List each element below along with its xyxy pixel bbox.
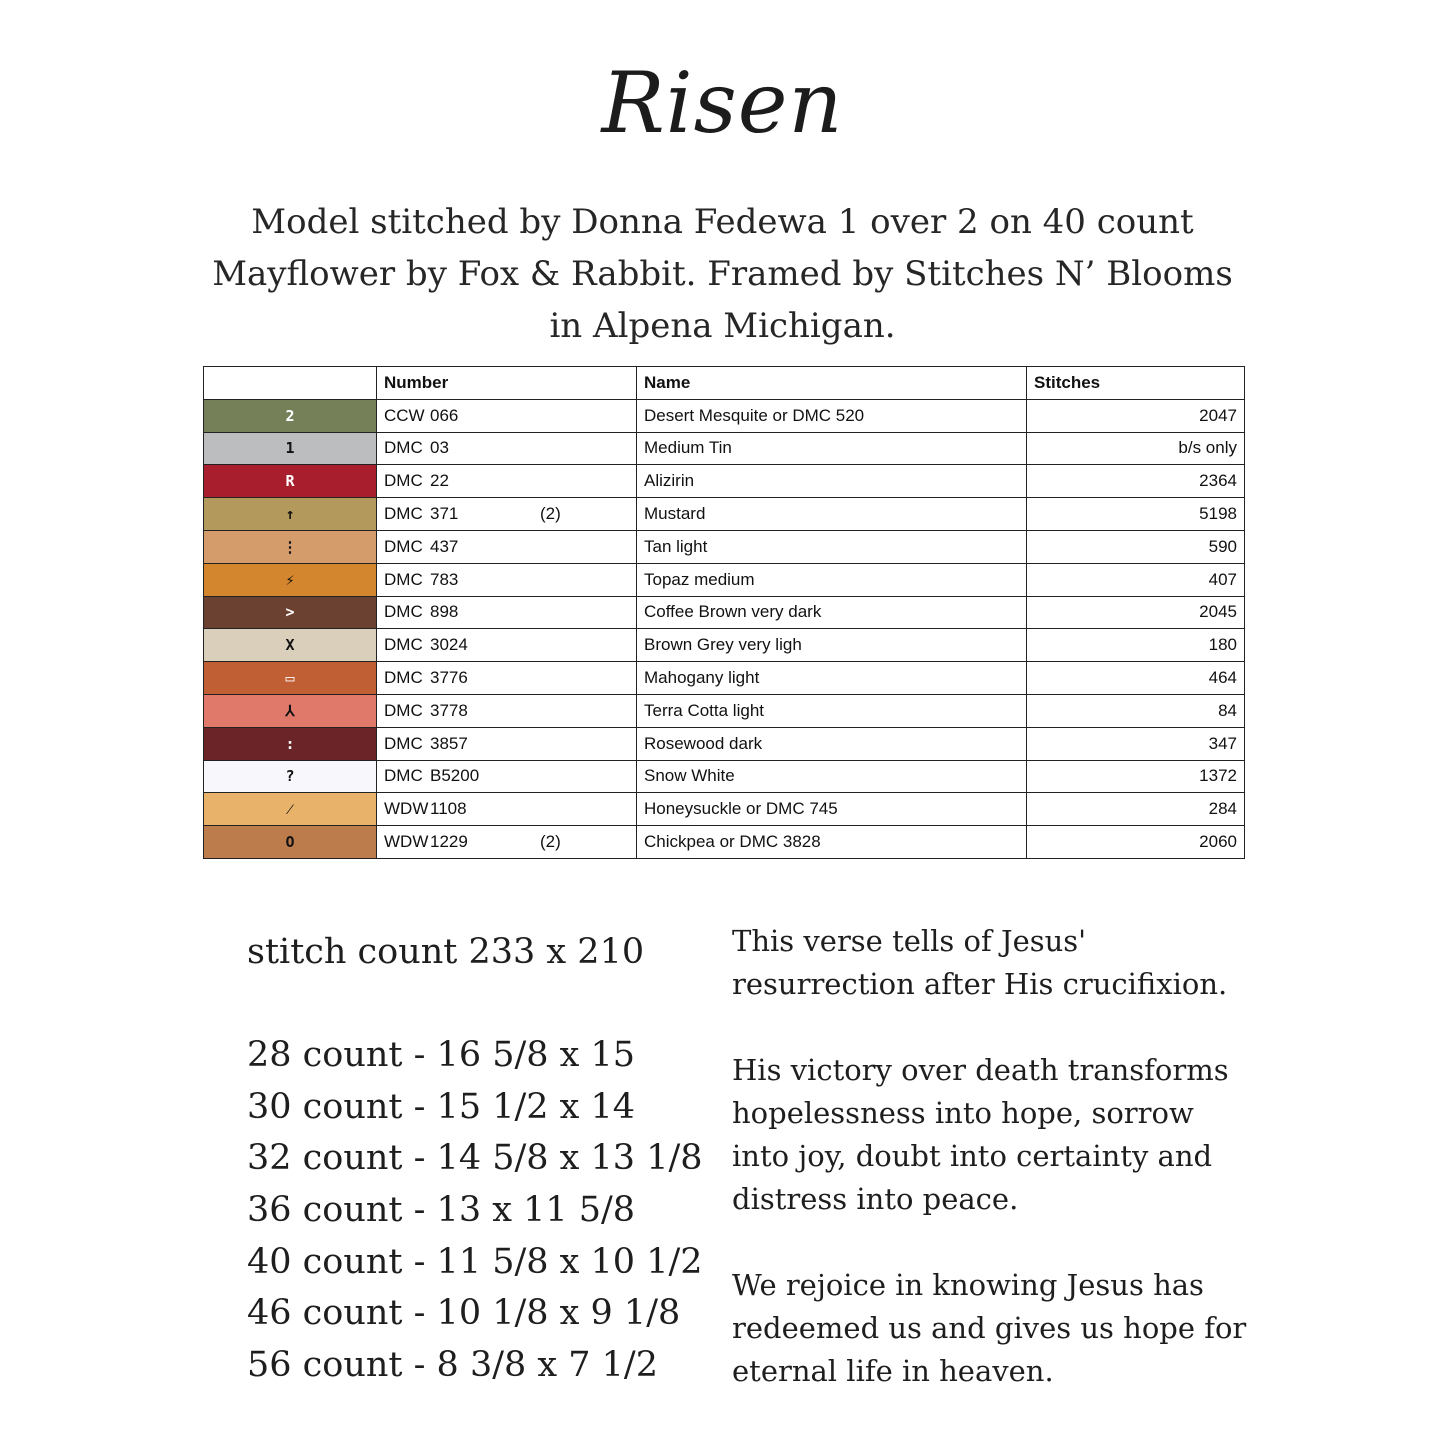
strand-note: (2) <box>540 504 561 524</box>
thread-name: Coffee Brown very dark <box>637 596 1027 629</box>
thread-brand: DMC <box>384 438 423 458</box>
table-row <box>204 793 1245 826</box>
symbol-icon: ? <box>285 767 295 786</box>
table-body <box>204 399 1245 858</box>
verse-paragraph: We rejoice in knowing Jesus has redeemed us and gives us hope for eternal life in heaven. <box>732 1268 1247 1388</box>
table-row <box>204 760 1245 793</box>
thread-code: 783 <box>430 569 459 589</box>
stitch-count: stitch count 233 x 210 <box>247 932 645 972</box>
thread-number <box>377 530 637 563</box>
strand-note: (2) <box>540 832 561 852</box>
table-row <box>204 399 1245 432</box>
fabric-size-line: 40 count - 11 5/8 x 10 1/2 <box>247 1241 703 1282</box>
thread-name: Mustard <box>637 498 1027 531</box>
intro-text <box>200 196 1245 352</box>
thread-brand: DMC <box>384 471 423 491</box>
stitch-total: 84 <box>1027 694 1245 727</box>
thread-number <box>377 662 637 695</box>
thread-code: 03 <box>430 438 449 458</box>
thread-number <box>377 793 637 826</box>
fabric-size-line: 46 count - 10 1/8 x 9 1/8 <box>247 1293 681 1334</box>
fabric-size-line: 36 count - 13 x 11 5/8 <box>247 1190 636 1231</box>
thread-code: 3776 <box>430 668 468 688</box>
thread-code: 1229 <box>430 832 468 852</box>
stitch-count-block <box>247 926 703 1392</box>
table-row <box>204 465 1245 498</box>
thread-number <box>377 596 637 629</box>
table-row <box>204 694 1245 727</box>
thread-name: Alizirin <box>637 465 1027 498</box>
color-swatch <box>204 563 377 596</box>
table-row <box>204 826 1245 859</box>
color-key-table <box>203 366 1245 859</box>
thread-brand: DMC <box>384 733 423 753</box>
table-row <box>204 727 1245 760</box>
thread-brand: WDW <box>384 799 429 819</box>
thread-brand: DMC <box>384 700 423 720</box>
thread-number <box>377 727 637 760</box>
thread-brand: DMC <box>384 668 423 688</box>
thread-code: 3857 <box>430 733 468 753</box>
thread-number <box>377 629 637 662</box>
thread-code: 066 <box>430 405 459 425</box>
symbol-icon: O <box>285 833 295 852</box>
thread-name: Snow White <box>637 760 1027 793</box>
verse-description <box>732 920 1252 1436</box>
thread-number <box>377 399 637 432</box>
stitch-total: 590 <box>1027 530 1245 563</box>
symbol-icon: ⋮ <box>282 537 298 556</box>
page-title: Risen <box>601 54 844 152</box>
thread-code: 898 <box>430 602 459 622</box>
thread-brand: CCW <box>384 405 425 425</box>
color-swatch <box>204 465 377 498</box>
fabric-size-line: 30 count - 15 1/2 x 14 <box>247 1086 636 1127</box>
thread-number <box>377 465 637 498</box>
thread-brand: DMC <box>384 635 423 655</box>
fabric-size-line: 28 count - 16 5/8 x 15 <box>247 1035 636 1075</box>
color-swatch <box>204 596 377 629</box>
intro-line: Model stitched by Donna Fedewa 1 over 2 on 40 count <box>251 202 1194 242</box>
table-row <box>204 432 1245 465</box>
color-swatch <box>204 530 377 563</box>
symbol-icon: X <box>285 636 295 655</box>
stitch-total: 2047 <box>1027 399 1245 432</box>
thread-brand: DMC <box>384 602 423 622</box>
stitch-total: 5198 <box>1027 498 1245 531</box>
color-swatch <box>204 727 377 760</box>
thread-number <box>377 694 637 727</box>
table-row <box>204 530 1245 563</box>
table-row <box>204 498 1245 531</box>
symbol-icon: 1 <box>285 439 295 458</box>
header-name: Name <box>637 367 1027 400</box>
thread-code: 371 <box>430 504 459 524</box>
color-swatch <box>204 629 377 662</box>
color-swatch <box>204 760 377 793</box>
table-row <box>204 629 1245 662</box>
stitch-total: b/s only <box>1027 432 1245 465</box>
thread-name: Brown Grey very ligh <box>637 629 1027 662</box>
symbol-icon: > <box>285 603 295 622</box>
stitch-total: 2060 <box>1027 826 1245 859</box>
fabric-size-line: 56 count - 8 3/8 x 7 1/2 <box>247 1345 658 1386</box>
color-swatch <box>204 498 377 531</box>
thread-number <box>377 563 637 596</box>
table-header-row <box>204 367 1245 400</box>
thread-brand: DMC <box>384 504 423 524</box>
symbol-icon: R <box>285 472 295 491</box>
thread-brand: DMC <box>384 569 423 589</box>
stitch-total: 407 <box>1027 563 1245 596</box>
thread-brand: DMC <box>384 536 423 556</box>
thread-code: 3778 <box>430 700 468 720</box>
color-swatch <box>204 432 377 465</box>
stitch-total: 2045 <box>1027 596 1245 629</box>
thread-brand: DMC <box>384 766 423 786</box>
table-row <box>204 563 1245 596</box>
verse-paragraph: His victory over death transforms hopelessness into hope, sorrow into joy, doubt into certainty and distress into peace. <box>732 1053 1229 1216</box>
color-swatch <box>204 793 377 826</box>
header-number: Number <box>377 367 637 400</box>
fabric-size-line: 32 count - 14 5/8 x 13 1/8 <box>247 1138 703 1179</box>
header-stitches: Stitches <box>1027 367 1245 400</box>
color-swatch <box>204 694 377 727</box>
stitch-total: 180 <box>1027 629 1245 662</box>
thread-code: B5200 <box>430 766 480 786</box>
thread-number <box>377 826 637 859</box>
color-swatch <box>204 399 377 432</box>
thread-code: 1108 <box>430 799 467 819</box>
intro-line: in Alpena Michigan. <box>549 306 896 346</box>
stitch-total: 464 <box>1027 662 1245 695</box>
color-swatch <box>204 662 377 695</box>
thread-name: Mahogany light <box>637 662 1027 695</box>
stitch-total: 2364 <box>1027 465 1245 498</box>
thread-name: Terra Cotta light <box>637 694 1027 727</box>
symbol-icon: ▭ <box>285 669 295 688</box>
stitch-total: 284 <box>1027 793 1245 826</box>
symbol-icon: : <box>285 734 295 753</box>
thread-name: Tan light <box>637 530 1027 563</box>
stitch-total: 347 <box>1027 727 1245 760</box>
table-row <box>204 596 1245 629</box>
thread-name: Rosewood dark <box>637 727 1027 760</box>
symbol-icon: 2 <box>285 406 295 425</box>
thread-number <box>377 760 637 793</box>
thread-number <box>377 498 637 531</box>
verse-paragraph: This verse tells of Jesus' resurrection after His crucifixion. <box>732 924 1228 1001</box>
thread-code: 22 <box>430 471 449 491</box>
thread-name: Chickpea or DMC 3828 <box>637 826 1027 859</box>
symbol-icon: ⚡ <box>285 570 295 589</box>
symbol-icon: ⁄ <box>288 799 292 818</box>
intro-line: Mayflower by Fox & Rabbit. Framed by Stitches N’ Blooms <box>212 254 1233 294</box>
stitch-total: 1372 <box>1027 760 1245 793</box>
thread-number <box>377 432 637 465</box>
header-symbol <box>204 367 377 400</box>
thread-name: Desert Mesquite or DMC 520 <box>637 399 1027 432</box>
thread-name: Topaz medium <box>637 563 1027 596</box>
thread-code: 3024 <box>430 635 468 655</box>
symbol-icon: ⅄ <box>285 701 295 720</box>
thread-name: Medium Tin <box>637 432 1027 465</box>
thread-name: Honeysuckle or DMC 745 <box>637 793 1027 826</box>
symbol-icon: ↑ <box>285 505 295 524</box>
thread-brand: WDW <box>384 832 429 852</box>
table-row <box>204 662 1245 695</box>
thread-code: 437 <box>430 536 459 556</box>
color-swatch <box>204 826 377 859</box>
